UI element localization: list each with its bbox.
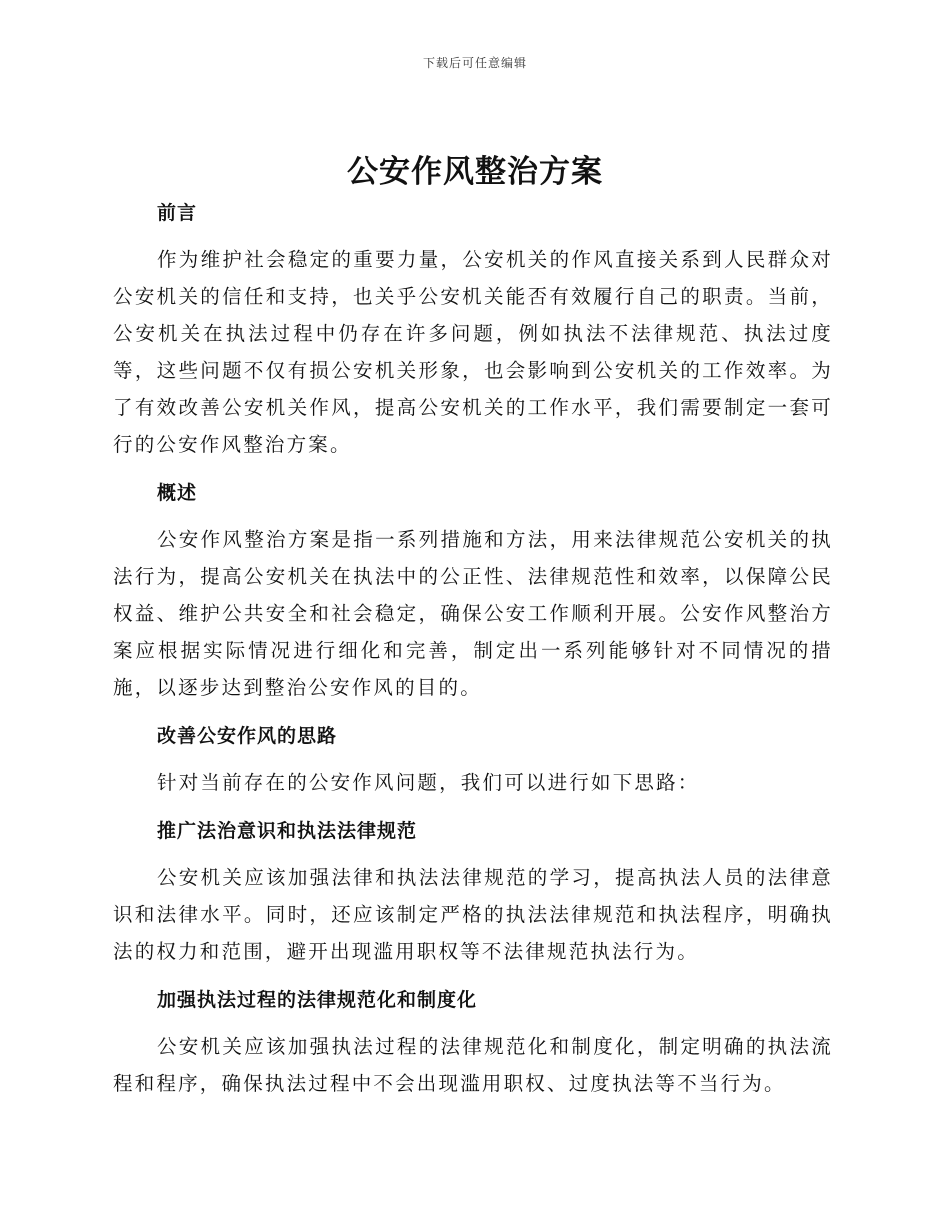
section-heading: 概述 bbox=[157, 482, 198, 504]
section-approach bbox=[113, 718, 833, 813]
section-heading: 前言 bbox=[157, 202, 198, 224]
section-rule-of-law bbox=[113, 813, 833, 982]
section-overview bbox=[113, 475, 833, 718]
section-paragraph: 公安作风整治方案是指一系列措施和方法，用来法律规范公安机关的执法行为，提高公安机关在执法中的公正性、法律规范性和效率，以保障公民权益、维护公共安全和社会稳定，确保公安工作顺利开展。公安作风整治方案应根据实际情况进行细化和完善，制定出一系列能够针对不同情况的措施，以逐步达到整治公安作风的目的。 bbox=[113, 528, 833, 699]
section-paragraph: 针对当前存在的公安作风问题，我们可以进行如下思路： bbox=[157, 771, 700, 794]
section-paragraph: 公安机关应该加强执法过程的法律规范化和制度化，制定明确的执法流程和程序，确保执法过程中不会出现滥用职权、过度执法等不当行为。 bbox=[113, 1035, 833, 1095]
section-paragraph: 公安机关应该加强法律和执法法律规范的学习，提高执法人员的法律意识和法律水平。同时，还应该制定严格的执法法律规范和执法程序，明确执法的权力和范围，避开出现滥用职权等不法律规范执法行为。 bbox=[113, 866, 833, 963]
document-title: 公安作风整治方案 bbox=[347, 154, 603, 190]
header-note: 下载后可任意编辑 bbox=[422, 56, 527, 70]
section-paragraph: 作为维护社会稳定的重要力量，公安机关的作风直接关系到人民群众对公安机关的信任和支持，也关乎公安机关能否有效履行自己的职责。当前，公安机关在执法过程中仍存在许多问题，例如执法不法律规范、执法过度等，这些问题不仅有损公安机关形象，也会影响到公安机关的工作效率。为了有效改善公安机关作风，提高公安机关的工作水平，我们需要制定一套可行的公安作风整治方案。 bbox=[113, 248, 833, 456]
section-heading: 改善公安作风的思路 bbox=[157, 725, 338, 747]
section-heading: 加强执法过程的法律规范化和制度化 bbox=[157, 989, 478, 1011]
section-standardization bbox=[113, 982, 833, 1102]
document-body bbox=[113, 195, 833, 1102]
section-heading: 推广法治意识和执法法律规范 bbox=[157, 820, 418, 842]
section-preface bbox=[113, 195, 833, 475]
